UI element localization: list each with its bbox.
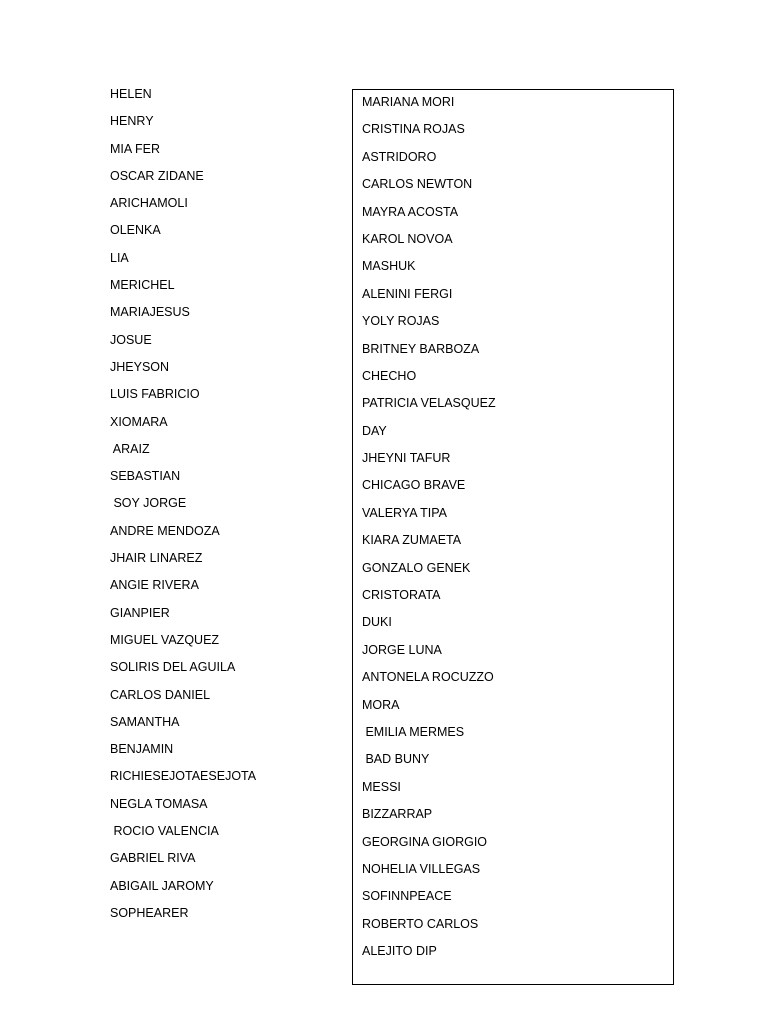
name-entry: ROBERTO CARLOS [362,916,479,931]
name-entry: ANDRE MENDOZA [110,523,220,538]
name-entry: NOHELIA VILLEGAS [362,861,481,876]
name-entry: MASHUK [362,259,416,274]
name-entry: MORA [362,697,400,712]
name-entry: ANGIE RIVERA [110,578,199,593]
name-entry: SOFINNPEACE [362,889,452,904]
name-entry: MIGUEL VAZQUEZ [110,632,220,647]
name-entry: OLENKA [110,223,161,238]
name-entry: EMILIA MERMES [362,724,465,739]
name-entry: DUKI [362,615,392,630]
name-entry: JOSUE [110,332,152,347]
name-entry: MAYRA ACOSTA [362,204,459,219]
name-entry: BIZZARRAP [362,807,433,822]
name-entry: RICHIESEJOTAESEJOTA [110,769,257,784]
name-entry: GEORGINA GIORGIO [362,834,488,849]
name-entry: NEGLA TOMASA [110,796,208,811]
name-entry: ASTRIDORO [362,149,437,164]
name-entry: MARIAJESUS [110,305,190,320]
name-entry: HELEN [110,87,152,101]
name-entry: HENRY [110,114,154,129]
name-entry: JHEYSON [110,359,170,374]
name-entry: SAMANTHA [110,714,180,729]
name-entry: KAROL NOVOA [362,231,453,246]
name-entry: ANTONELA ROCUZZO [362,670,494,685]
name-entry: BRITNEY BARBOZA [362,341,480,356]
name-entry: BENJAMIN [110,742,174,757]
right-name-list [362,94,496,971]
name-entry: MIA FER [110,141,161,156]
name-entry: GONZALO GENEK [362,560,471,575]
name-entry: MESSI [362,779,401,794]
name-entry: JHEYNI TAFUR [362,451,451,466]
name-entry: ROCIO VALENCIA [110,824,219,839]
name-entry: SEBASTIAN [110,469,181,484]
name-entry: SOY JORGE [110,496,187,511]
name-entry: DAY [362,423,387,438]
name-entry: YOLY ROJAS [362,314,440,329]
name-entry: CARLOS DANIEL [110,687,211,702]
name-entry: ALEJITO DIP [362,944,437,959]
name-entry: LUIS FABRICIO [110,387,200,402]
name-entry: JHAIR LINAREZ [110,551,203,566]
name-entry: BAD BUNY [362,752,430,767]
name-entry: VALERYA TIPA [362,505,447,520]
name-entry: KIARA ZUMAETA [362,533,462,548]
right-name-box [352,89,674,985]
name-entry: CARLOS NEWTON [362,177,473,192]
name-entry: CRISTORATA [362,588,441,603]
name-entry: ARICHAMOLI [110,196,188,211]
name-entry: ALENINI FERGI [362,286,453,301]
name-entry: SOLIRIS DEL AGUILA [110,660,236,675]
name-entry: JORGE LUNA [362,642,442,657]
name-entry: SOPHEARER [110,905,189,920]
name-entry: MARIANA MORI [362,95,455,109]
name-entry: CHECHO [362,368,417,383]
name-entry: ARAIZ [110,441,150,456]
name-entry: GABRIEL RIVA [110,851,196,866]
name-entry: XIOMARA [110,414,168,429]
name-entry: GIANPIER [110,605,170,620]
name-entry: CRISTINA ROJAS [362,122,465,137]
left-name-list [110,86,330,932]
name-entry: PATRICIA VELASQUEZ [362,396,496,411]
name-entry: CHICAGO BRAVE [362,478,466,493]
name-entry: MERICHEL [110,278,175,293]
name-entry: OSCAR ZIDANE [110,168,204,183]
name-entry: LIA [110,250,129,265]
name-entry: ABIGAIL JAROMY [110,878,214,893]
